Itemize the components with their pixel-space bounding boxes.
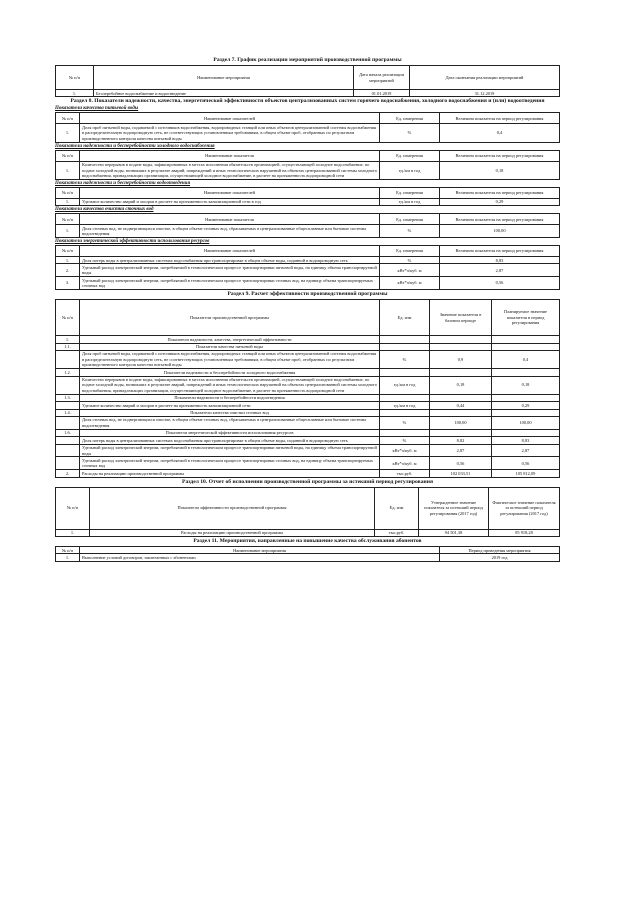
cell-base-value: 0,56 [430,457,492,470]
cell-indicator: Показатели качества питьевой воды [80,343,380,350]
cell-unit: % [380,225,440,238]
header-unit: Ед. измерения [380,113,440,124]
cell-end-date: 31.12.2019 [410,90,560,97]
header-num: № п/п [56,66,94,90]
cell-num: 1. [56,90,94,97]
cell-planned-value [492,369,560,376]
cell-value: 0,29 [440,198,560,205]
header-row [56,150,560,161]
cell-unit: кВт*ч/куб. м [380,277,440,290]
cell-num [56,416,80,429]
header-period: Период проведения мероприятия [440,547,560,554]
cell-indicator: Показатели качества очистки сточных вод [80,409,380,416]
header-end-date: Дата окончания реализации мероприятий [410,66,560,90]
cell-unit: % [380,124,440,142]
cell-num: 1. [56,529,90,536]
header-num: № п/п [56,547,80,554]
cell-planned-value [492,429,560,436]
header-actual-value: Фактическое значение показателя за истекший период регулирования (2017 год) [489,487,560,529]
cell-planned-value: 0,56 [492,457,560,470]
cell-num [56,376,80,394]
table-row [56,529,560,536]
cell-num: 1. [56,198,80,205]
table-row [56,198,560,205]
indicator-table [55,245,560,290]
cell-unit: кВт*ч/куб. м [380,444,430,457]
cell-num: 2. [56,470,80,477]
indicator-table [55,112,560,142]
cell-indicator: Расходы на реализацию производственной программы [80,470,380,477]
header-measure: Наименование мероприятия [80,547,440,554]
cell-indicator: Доля потерь воды в централизованных системах водоснабжения при транспортировке в общем объеме воды, поданной в водопроводную сеть [80,437,380,444]
cell-name: Доля проб питьевой воды, подаваемой с источников водоснабжения, водопроводных станций или иных объектов централизованной системы водоснабжения в распределительную водопроводную сеть, не соответствующих установленным требованиям, в общем объеме проб, отобранных по результатам производственного контроля качества питьевой воды [80,124,380,142]
cell-planned-value: 8,83 [492,437,560,444]
cell-base-value [430,369,492,376]
subsection-title: Показатели энергетической эффективности использования ресурсов [55,239,210,245]
cell-value: 0,4 [440,124,560,142]
header-value: Величина показателя на период регулирования [440,214,560,225]
cell-num: 1. [56,554,80,561]
header-row [56,113,560,124]
header-value: Величина показателя на период регулирования [440,246,560,257]
cell-indicator: Удельный расход электрической энергии, потребляемой в технологическом процессе транспортировки сточных вод, на единицу объема транспортируемых сточных вод [80,457,380,470]
header-indicator: Показатели производственной программы [80,300,380,336]
cell-name: Доля сточных вод, не подвергающихся очистке, в общем объеме сточных вод, сбрасываемых в централизованные общесплавные или бытовые системы водоотведения [80,225,380,238]
table-row [56,343,560,350]
cell-actual-value: 85 918,28 [489,529,560,536]
cell-base-value: 8,82 [430,437,492,444]
table-row [56,429,560,436]
cell-name: Расходы на реализацию производственной программы [90,529,375,536]
cell-base-value [430,409,492,416]
cell-planned-value: 0,18 [492,376,560,394]
indicator-table [55,150,560,180]
table-row [56,402,560,409]
header-unit: Ед. изм [380,300,430,336]
header-start-date: Дата начала реализации мероприятий [354,66,410,90]
cell-unit: ед./км в год [380,198,440,205]
cell-base-value: 100,00 [430,416,492,429]
header-num: № п/п [56,300,80,336]
cell-unit [380,409,430,416]
cell-indicator: Количество перерывов в подаче воды, зафиксированных в местах исполнения обязательств организацией, осуществляющей холодное водоснабжение, по подаче холодной воды, возникших в результате аварий, повреждений и иных технологических нарушений на объектах централизованной системы холодного водоснабжения, принадлежащих организации, осуществляющей холодное водоснабжение, в расчете на протяженность водопроводной сети [80,376,380,394]
cell-unit [380,369,430,376]
header-num: № п/п [56,214,80,225]
document-page [55,56,560,562]
header-value: Величина показателя на период регулирования [440,150,560,161]
cell-planned-value [492,336,560,343]
cell-planned-value: 100,00 [492,416,560,429]
header-num: № п/п [56,487,90,529]
header-name: Наименование показателей [80,113,380,124]
cell-unit [380,336,430,343]
cell-unit: % [380,416,430,429]
header-indicator: Показатели эффективности производственной программы [90,487,375,529]
cell-planned-value: 0,29 [492,402,560,409]
section-10-title: Раздел 10. Отчет об исполнении производственной программы за истекший период регулирования [182,478,433,485]
cell-num: 2. [56,264,80,277]
cell-num: 1.6. [56,429,80,436]
cell-num [56,437,80,444]
cell-indicator: Показатели надежности и бесперебойности водоотведения [80,394,380,401]
header-name: Наименование показателя [80,214,380,225]
indicator-table [55,187,560,206]
section-9-title: Раздел 9. Расчет эффективности производственной программы [227,291,388,298]
table-row [56,470,560,477]
table-row [56,554,560,561]
cell-planned-value: 2,87 [492,444,560,457]
cell-base-value [430,429,492,436]
header-value: Величина показателя на период регулирования [440,187,560,198]
cell-unit: % [380,437,430,444]
table-row [56,416,560,429]
cell-indicator: Доля проб питьевой воды, подаваемой с источников водоснабжения, водопроводных станций или иных объектов централизованной системы водоснабжения в распределительную водопроводную сеть, не соответствующих установленным требованиям, в общем объеме проб, отобранных по результатам производственного контроля качества питьевой воды [80,350,380,368]
header-unit: Ед. измерения [380,187,440,198]
table-row [56,336,560,343]
indicator-table [55,213,560,238]
table-row [56,457,560,470]
cell-unit: тыс.руб. [380,470,430,477]
subsection-title: Показатели качества очистки сточных вод [55,207,154,213]
header-base-value: Значение показателя в базовом периоде [430,300,492,336]
header-unit: Ед. измерения [380,214,440,225]
cell-planned-value: 105 812,09 [492,470,560,477]
cell-unit: ед./км в год [380,161,440,179]
cell-num [56,402,80,409]
cell-unit: кВт*ч/куб. м [380,457,430,470]
table-row [56,225,560,238]
cell-base-value: 0,44 [430,402,492,409]
table-row [56,161,560,179]
header-num: № п/п [56,246,80,257]
header-name: Наименование показателя [80,150,380,161]
cell-planned-value [492,394,560,401]
subsection-title: Показатели надежности и бесперебойности водоотведения [55,180,191,186]
cell-planned-value [492,343,560,350]
cell-measure: Выполнение условий договоров, заключенных с абонентами [80,554,440,561]
cell-approved-value: 94 501,38 [419,529,489,536]
cell-unit: ед./км в год [380,402,430,409]
cell-num: 1.1. [56,343,80,350]
cell-planned-value [492,409,560,416]
cell-value: 100,00 [440,225,560,238]
cell-indicator: Удельный расход электрической энергии, потребляемой в технологическом процессе транспортировки питьевой воды, на единицу объема транспортируемой воды [80,444,380,457]
header-unit: Ед. изм [375,487,419,529]
cell-name: Бесперебойное водоснабжение и водоотведение [94,90,354,97]
cell-name: Удельный расход электрической энергии, потребляемой в технологическом процессе транспортировки питьевой воды, на единицу объема транспортируемой воды [80,264,380,277]
cell-base-value [430,336,492,343]
cell-value: 8,83 [440,257,560,264]
cell-indicator: Удельное количество аварий и засоров в расчете на протяженность канализационной сети [80,402,380,409]
section-9-table [55,299,560,478]
cell-unit: тыс.руб. [375,529,419,536]
cell-indicator: Показатели энергетической эффективности использования ресурсов [80,429,380,436]
cell-name: Доля потерь воды в централизованных системах водоснабжения при транспортировке в общем объеме воды, поданной в водопроводную сеть [80,257,380,264]
cell-num [56,444,80,457]
table-row [56,264,560,277]
header-value: Величина показателя на период регулирования [440,113,560,124]
header-name: Наименование показателей [80,187,380,198]
header-num: № п/п [56,187,80,198]
cell-num: 1. [56,124,80,142]
cell-unit: % [380,350,430,368]
header-num: № п/п [56,113,80,124]
cell-num: 1.4. [56,409,80,416]
header-planned-value: Планируемое значение показателя в период регулирования [492,300,560,336]
cell-base-value: 102 033,51 [430,470,492,477]
cell-num: 1.2. [56,369,80,376]
header-unit: Ед. измерения [380,246,440,257]
cell-num: 1.3. [56,394,80,401]
table-row [56,437,560,444]
table-row [56,376,560,394]
cell-value: 0,18 [440,161,560,179]
header-row [56,214,560,225]
header-approved-value: Утвержденное значение показателя за истекший период регулирования (2017 год) [419,487,489,529]
table-row [56,124,560,142]
cell-unit [380,394,430,401]
header-name: Наименование показателей [80,246,380,257]
cell-num: 1. [56,225,80,238]
section-10-table [55,487,560,537]
table-row [56,394,560,401]
section-11-title: Раздел 11. Мероприятия, направленные на повышение качества обслуживания абонентов [193,538,422,545]
cell-indicator: Показатели надежности и бесперебойности холодного водоснабжения [80,369,380,376]
cell-value: 2,87 [440,264,560,277]
cell-num [56,457,80,470]
cell-name: Удельное количество аварий и засоров в расчете на протяженность канализационной сети в год [80,198,380,205]
cell-base-value: 2,87 [430,444,492,457]
cell-value: 0,56 [440,277,560,290]
cell-base-value: 0,18 [430,376,492,394]
header-row [56,187,560,198]
table-row [56,444,560,457]
section-7-table [55,65,560,97]
cell-unit: ед./км в год [380,376,430,394]
section-8-groups [55,106,560,290]
table-row [56,90,560,97]
cell-planned-value: 0,4 [492,350,560,368]
table-row [56,257,560,264]
table-row [56,369,560,376]
cell-start-date: 01.01.2019 [354,90,410,97]
cell-unit: кВт*ч/куб. м [380,264,440,277]
table-row [56,350,560,368]
cell-num [56,350,80,368]
subsection-title: Показатели качества питьевой воды [55,106,139,112]
cell-name: Количество перерывов в подаче воды, зафиксированных в местах исполнения обязательств организацией, осуществляющей холодное водоснабжение, по подаче холодной воды, возникших в результате аварий, повреждений и иных технологических нарушений на объектах централизованной системы холодного водоснабжения, принадлежащих организации, осуществляющей холодное водоснабжение, в расчете на протяженность водопроводной сети [80,161,380,179]
cell-unit: % [380,257,440,264]
cell-name: Удельный расход электрической энергии, потребляемой в технологическом процессе транспортировки сточных вод, на единицу объема транспортируемых сточных вод [80,277,380,290]
header-name: Наименование мероприятия [94,66,354,90]
cell-num: 1. [56,257,80,264]
cell-num: 1. [56,161,80,179]
section-8-title: Раздел 8. Показатели надежности, качества, энергетической эффективности объектов централизованных систем горячего водоснабжения, холодного водоснабжения и (или) водоотведения [70,98,545,105]
table-row [56,409,560,416]
table-row [56,277,560,290]
section-11-table [55,546,560,562]
header-num: № п/п [56,150,80,161]
cell-base-value: 0,9 [430,350,492,368]
header-unit: Ед. измерения [380,150,440,161]
cell-base-value [430,343,492,350]
cell-base-value [430,394,492,401]
cell-unit [380,343,430,350]
section-7-title: Раздел 7. График реализации мероприятий производственной программы [213,57,402,63]
cell-period: 2019 год [440,554,560,561]
cell-unit [380,429,430,436]
cell-indicator: Показатели надежности, качества, энергетической эффективности [80,336,380,343]
subsection-title: Показатели надежности и бесперебойности холодного водоснабжения [55,143,215,149]
cell-num: 3. [56,277,80,290]
cell-num: 1. [56,336,80,343]
cell-indicator: Доля сточных вод, не подвергающихся очистке, в общем объеме сточных вод, сбрасываемых в централизованные общесплавные или бытовые системы водоотведения [80,416,380,429]
header-row [56,246,560,257]
